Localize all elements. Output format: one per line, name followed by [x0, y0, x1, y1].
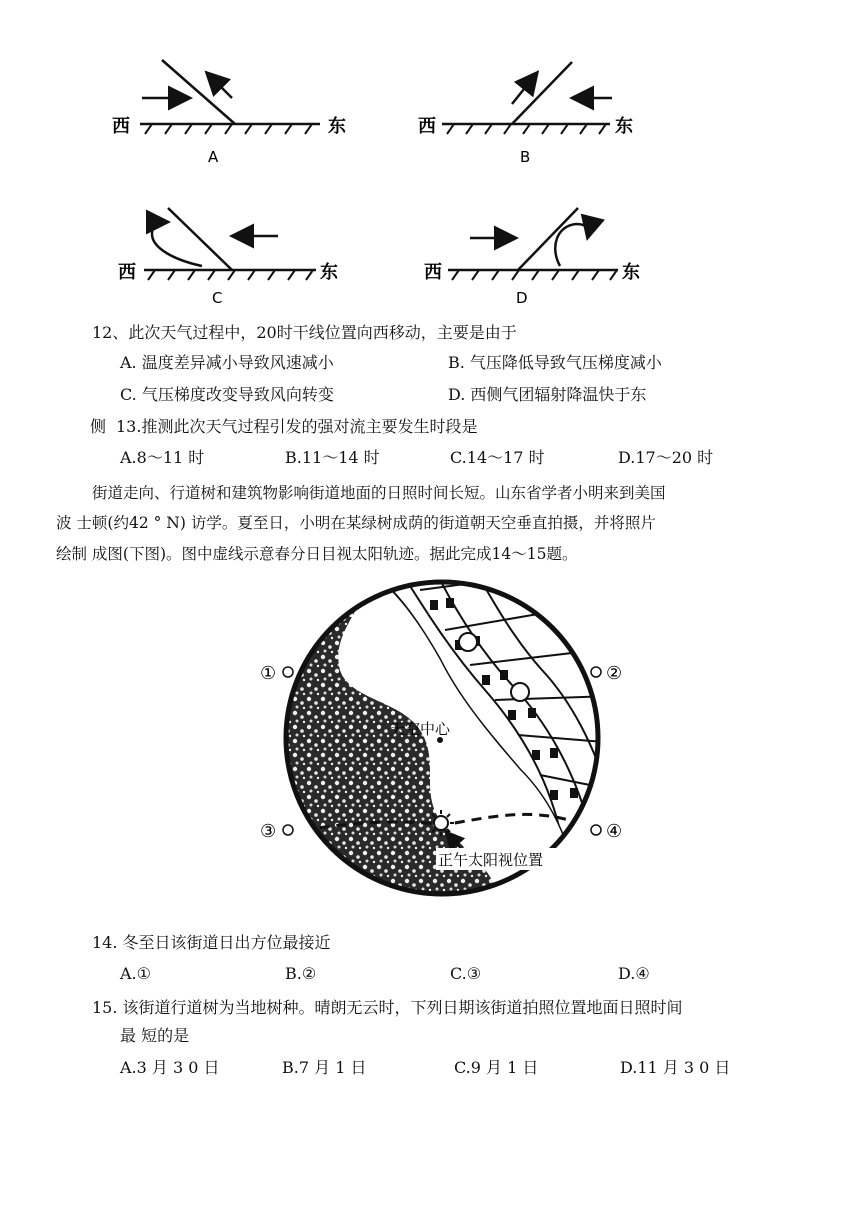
dryline: [168, 208, 232, 270]
q14-stem: 14. 冬至日该街道日出方位最接近: [92, 933, 331, 952]
sky-center-label: 天空中心: [390, 720, 451, 738]
west-label: 西: [424, 262, 442, 283]
passage-line-2: 波 士顿(约42 ° N) 访学。夏至日，小明在某绿树成荫的街道朝天空垂直拍摄，并将照片: [56, 514, 656, 532]
q15-option-d: D.11 月 3 0 日: [620, 1058, 731, 1077]
marker-3-dot: [283, 825, 293, 835]
q13-option-d: D.17～20 时: [618, 448, 714, 467]
q13-option-c: C.14～17 时: [450, 448, 545, 467]
window-ornament: [511, 683, 529, 701]
q14-option-b: B.②: [285, 964, 317, 983]
diagram-b: [418, 62, 633, 166]
q14-option-a: A.①: [120, 964, 151, 983]
q13-stem: 13.推测此次天气过程引发的强对流主要发生时段是: [116, 417, 478, 436]
marker-1-dot: [283, 667, 293, 677]
west-label: 西: [118, 262, 136, 283]
q13-option-b: B.11～14 时: [285, 448, 380, 467]
wind-arrow: [208, 74, 232, 98]
east-label: 东: [615, 116, 633, 137]
window-ornament: [459, 633, 477, 651]
noon-sun-label: 正午太阳视位置: [438, 851, 544, 869]
wind-arrow: [152, 222, 202, 266]
dryline: [162, 60, 235, 124]
west-label: 西: [418, 116, 436, 137]
marker-3-label: ③: [260, 821, 277, 842]
q15-option-a: A.3 月 3 0 日: [120, 1058, 220, 1077]
diagram-d: [424, 208, 640, 307]
marker-4-label: ④: [606, 821, 623, 842]
passage-line-1: 街道走向、行道树和建筑物影响街道地面的日照时间长短。山东省学者小明来到美国: [92, 484, 666, 502]
option-label-a: A: [208, 148, 219, 166]
q14-option-d: D.④: [618, 964, 650, 983]
passage-line-3: 绘制 成图(下图)。图中虚线示意春分日目视太阳轨迹。据此完成14～15题。: [56, 545, 578, 563]
q14-option-c: C.③: [450, 964, 482, 983]
q15-option-b: B.7 月 1 日: [282, 1058, 367, 1077]
q12-option-d: D. 西侧气团辐射降温快于东: [448, 385, 647, 404]
q12-stem: 12、此次天气过程中，20时干线位置向西移动，主要是由于: [92, 323, 517, 342]
option-label-c: C: [212, 289, 223, 307]
q13-prefix: 侧: [90, 417, 107, 436]
diagram-c: [118, 208, 338, 307]
q12-option-b: B. 气压降低导致气压梯度减小: [448, 353, 662, 372]
marker-2-label: ②: [606, 663, 623, 684]
option-label-b: B: [520, 148, 531, 166]
marker-4-dot: [591, 825, 601, 835]
option-label-d: D: [516, 289, 528, 307]
marker-2-dot: [591, 667, 601, 677]
marker-1-label: ①: [260, 663, 277, 684]
q15-stem-line-1: 15. 该街道行道树为当地树种。晴朗无云时，下列日期该街道拍照位置地面日照时间: [92, 998, 683, 1017]
q12-option-c: C. 气压梯度改变导致风向转变: [120, 385, 334, 404]
diagram-a: [112, 60, 346, 166]
wind-arrow: [555, 224, 588, 266]
east-label: 东: [328, 116, 346, 137]
fisheye-sky-figure: [250, 570, 640, 900]
q15-stem-line-2: 最 短的是: [120, 1026, 190, 1045]
q13-option-a: A.8～11 时: [120, 448, 205, 467]
wind-arrow: [512, 74, 536, 104]
east-label: 东: [320, 262, 338, 283]
west-label: 西: [112, 116, 130, 137]
front-diagrams: [90, 50, 670, 310]
q15-option-c: C.9 月 1 日: [454, 1058, 539, 1077]
east-label: 东: [622, 262, 640, 283]
dryline: [518, 208, 578, 270]
q12-option-a: A. 温度差异减小导致风速减小: [120, 353, 334, 372]
